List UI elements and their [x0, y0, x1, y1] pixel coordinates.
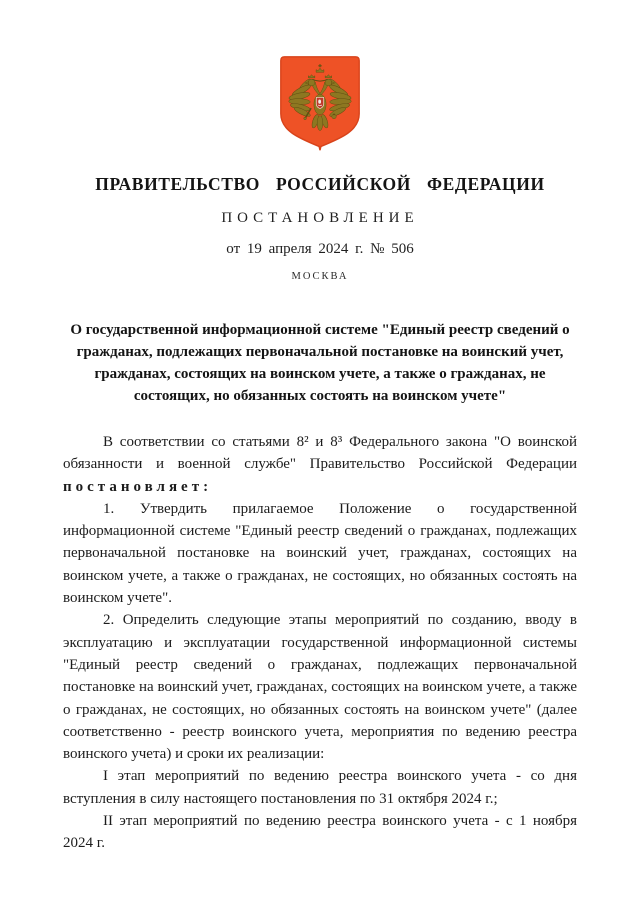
document-date-number: от 19 апреля 2024 г. № 506	[226, 241, 414, 257]
russia-coat-of-arms-icon	[278, 54, 362, 153]
document-header	[0, 0, 640, 282]
organization-name: ПРАВИТЕЛЬСТВО РОССИЙСКОЙ ФЕДЕРАЦИИ	[95, 174, 545, 194]
paragraph-stage-2: II этап мероприятий по ведению реестра воинского учета - с 1 ноября 2024 г.	[63, 813, 577, 852]
paragraph-item-2: 2. Определить следующие этапы мероприятий по созданию, вводу в эксплуатацию и эксплуатации государственной информационной системы "Единый реестр сведений о гражданах, подлежащих первоначальной постановке на воинский учет, гражданах, состоящих на воинском учете, а также о гражданах, не состоящих, но обязанных состоять на воинском учете" (далее соответственно - реестр воинского учета, мероприятия по ведению реестра воинского учета) и сроки их реализации:	[63, 612, 577, 763]
paragraph-item-1: 1. Утвердить прилагаемое Положение о государственной информационной системе "Единый реестр сведений о гражданах, подлежащих первоначальной постановке на воинский учет, гражданах, состоящих на воинском учете, а также о гражданах, не состоящих, но обязанных состоять на воинском учете".	[63, 500, 577, 607]
document-type-heading: ПОСТАНОВЛЕНИЕ	[221, 210, 419, 226]
paragraph-preamble	[63, 431, 577, 498]
document-body	[63, 431, 577, 855]
paragraph-stage-1: I этап мероприятий по ведению реестра воинского учета - со дня вступления в силу настоящего постановления по 31 октября 2024 г.;	[63, 768, 577, 807]
resolves-label: постановляет:	[63, 478, 213, 495]
document-city: МОСКВА	[291, 271, 349, 282]
document-title: О государственной информационной системе "Единый реестр сведений о гражданах, подлежащих первоначальной постановке на воинский учет, гражданах, состоящих на воинском учете, а также о гражданах, не состоящих, но обязанных состоять на воинском учете"	[70, 322, 570, 404]
preamble-text: В соответствии со статьями 8² и 8³ Федерального закона "О воинской обязанности и военной службе" Правительство Российской Федерации	[63, 434, 577, 473]
